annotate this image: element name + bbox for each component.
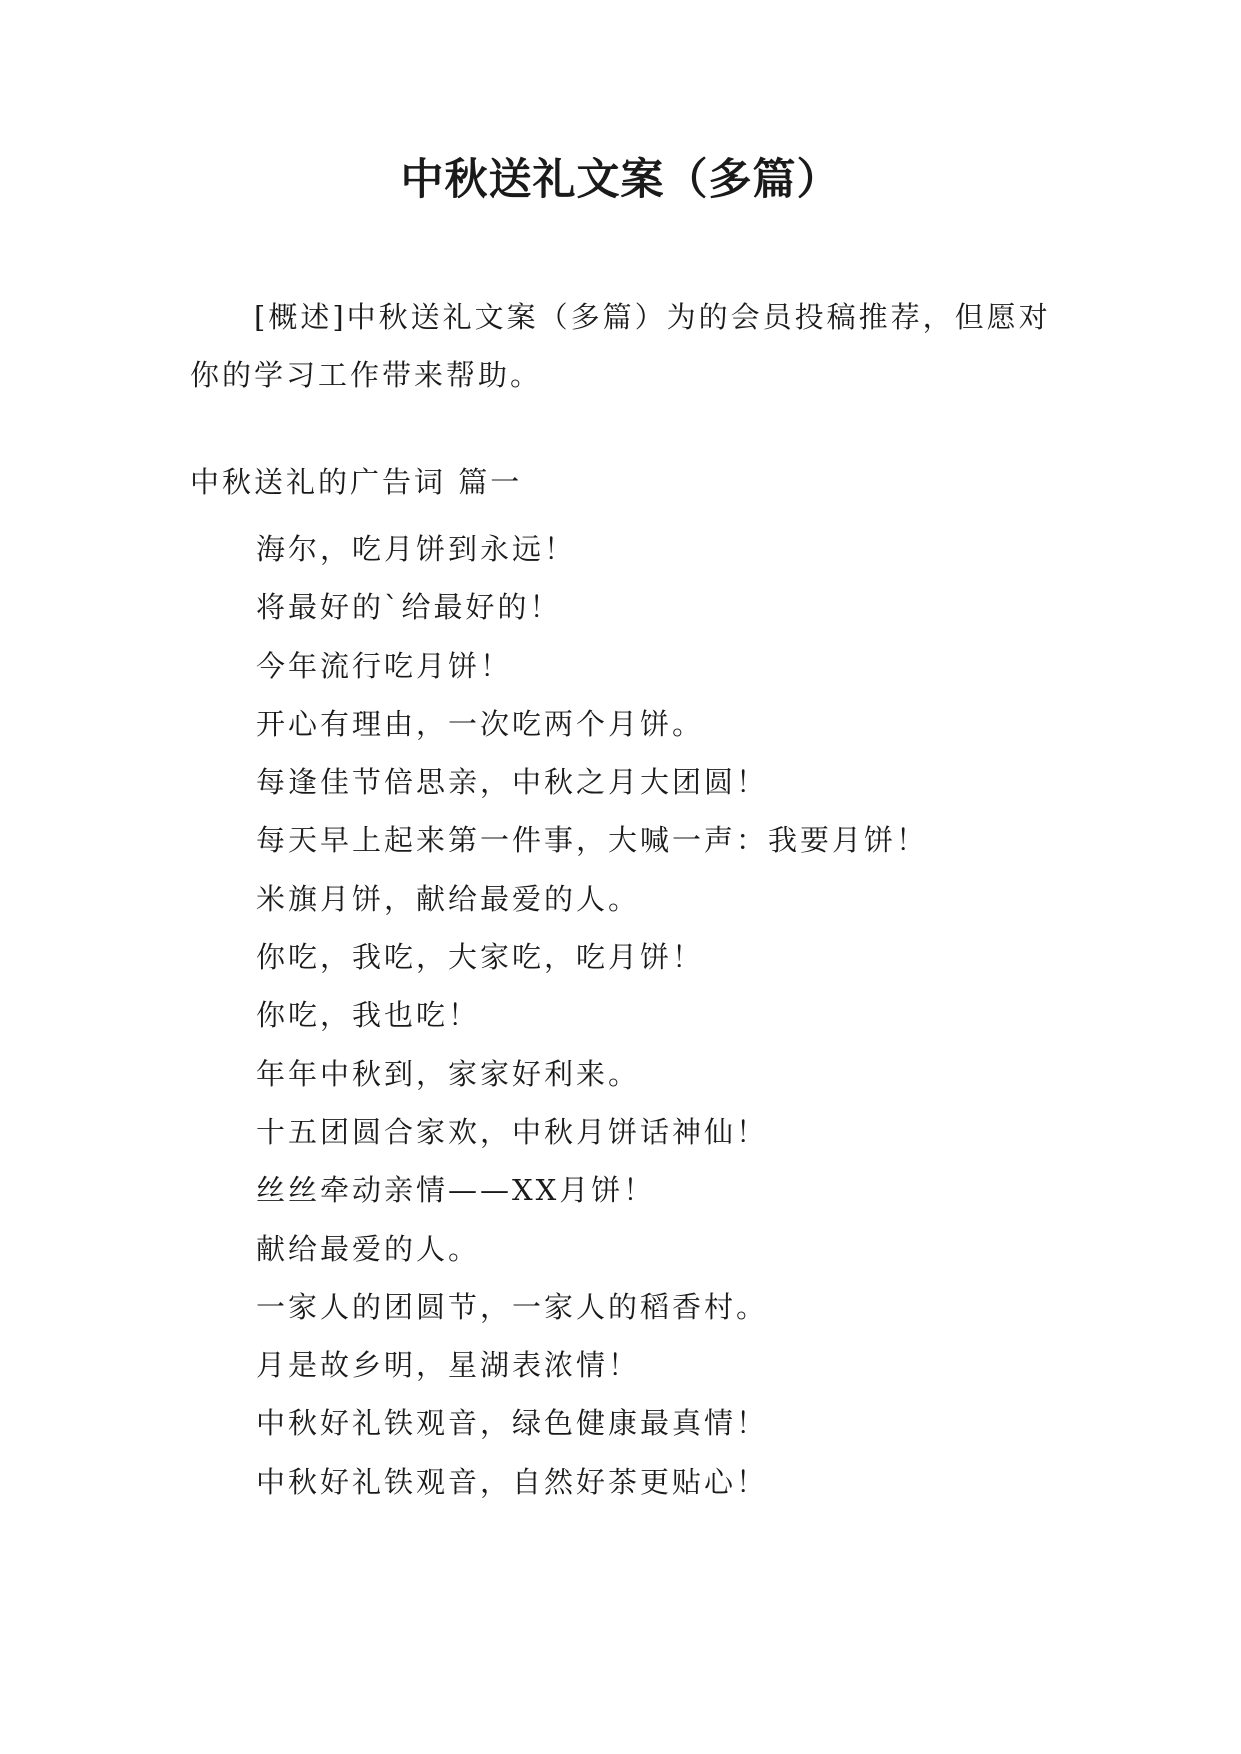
slogan-line: 一家人的团圆节，一家人的稻香村。 <box>256 1289 769 1324</box>
slogan-line: 中秋好礼铁观音，自然好茶更贴心！ <box>256 1464 769 1499</box>
slogan-list <box>256 520 928 1511</box>
slogan-line: 十五团圆合家欢，中秋月饼话神仙！ <box>256 1114 769 1149</box>
section-heading: 中秋送礼的广告词 篇一 <box>190 465 523 499</box>
slogan-line: 海尔，吃月饼到永远！ <box>256 532 577 566</box>
slogan-line: 你吃，我吃，大家吃，吃月饼！ <box>256 940 705 975</box>
slogan-line: 献给最爱的人。 <box>256 1231 481 1266</box>
summary-paragraph: [概述]中秋送礼文案（多篇）为的会员投稿推荐，但愿对你的学习工作带来帮助。 <box>190 300 1051 392</box>
slogan-line: 年年中秋到，家家好利来。 <box>256 1056 641 1091</box>
slogan-line: 你吃，我也吃！ <box>256 998 481 1033</box>
slogan-line: 丝丝牵动亲情——XX月饼！ <box>256 1173 656 1208</box>
slogan-line: 每逢佳节倍思亲，中秋之月大团圆！ <box>256 765 769 800</box>
slogan-line: 每天早上起来第一件事，大喊一声：我要月饼！ <box>256 823 929 858</box>
slogan-line: 米旗月饼，献给最爱的人。 <box>256 881 641 916</box>
slogan-line: 将最好的`给最好的！ <box>256 590 562 625</box>
slogan-line: 开心有理由，一次吃两个月饼。 <box>256 706 705 741</box>
slogan-line: 中秋好礼铁观音，绿色健康最真情！ <box>256 1406 769 1441</box>
slogan-line: 月是故乡明，星湖表浓情！ <box>256 1348 641 1383</box>
document-title: 中秋送礼文案（多篇） <box>400 155 841 205</box>
slogan-line: 今年流行吃月饼！ <box>256 648 513 683</box>
